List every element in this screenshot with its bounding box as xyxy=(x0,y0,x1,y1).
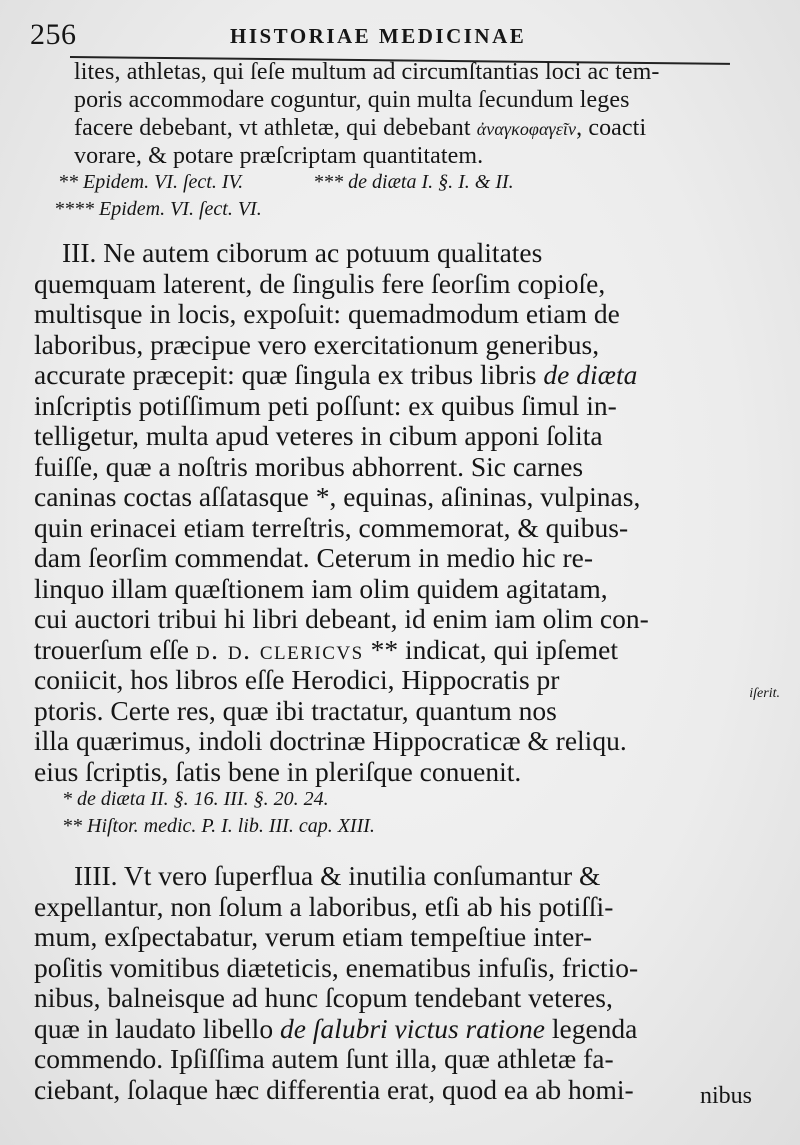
paragraph-line xyxy=(34,1012,740,1044)
text-line: vorare, & potare præſcriptam quantitatem. xyxy=(74,143,484,169)
running-head: HISTORIAE MEDICINAE xyxy=(230,24,527,48)
paragraph-line: caninas coctas aſſatasque *, equinas, aſininas, vulpinas, xyxy=(34,481,641,512)
text-span: accurate præcepit: quæ ſingula ex tribus libris xyxy=(34,359,537,390)
paragraph-line: quemquam laterent, de ſingulis fere ſeorſim copioſe, xyxy=(34,267,606,299)
footnote-line xyxy=(34,172,740,192)
paragraph-line: illa quærimus, indoli doctrinæ Hippocraticæ & reliqu. xyxy=(34,725,627,756)
paragraph-line: cui auctori tribui hi libri debeant, id enim iam olim con- xyxy=(34,603,649,634)
paragraph-line: ptoris. Certe res, quæ ibi tractatur, quantum nos xyxy=(34,694,557,726)
text-span: legenda xyxy=(551,1012,638,1044)
paragraph-line: IIII. Vt vero ſuperflua & inutilia conſumantur & xyxy=(74,860,601,891)
author-name: d. d. clericvs xyxy=(195,633,364,665)
paragraph-line: dam ſeorſim commendat. Ceterum in medio hic re- xyxy=(34,542,593,573)
paragraph-line: ciebant, ſolaque hæc differentia erat, quod ea ab homi- xyxy=(34,1073,634,1105)
paragraph-line: inſcriptis potiſſimum peti poſſunt: ex quibus ſimul in- xyxy=(34,389,617,421)
paragraph-line: III. Ne autem ciborum ac potuum qualitates xyxy=(62,237,543,268)
text-line xyxy=(34,116,740,140)
italic-title: de diæta xyxy=(543,359,638,390)
paragraph-line: fuiſſe, quæ a noſtris moribus abhorrent. Sic carnes xyxy=(34,450,584,482)
paragraph-line: coniicit, hos libros eſſe Herodici, Hippocratis pr xyxy=(34,664,560,695)
text-line: poris accommodare coguntur, quin multa ſecundum leges xyxy=(74,87,630,113)
page-number: 256 xyxy=(30,18,77,51)
text-line: lites, athletas, qui ſeſe multum ad circumſtantias loci ac tem- xyxy=(74,59,660,85)
catchword: nibus xyxy=(699,1083,752,1109)
paragraph-line: eius ſcriptis, ſatis bene in pleriſque conuenit. xyxy=(34,755,522,787)
paragraph-line: commendo. Ipſiſſima autem ſunt illa, quæ athletæ fa- xyxy=(34,1043,614,1074)
footnote-ref: *** de diæta I. §. I. & II. xyxy=(313,171,514,193)
paragraph-line: linquo illam quæſtionem iam olim quidem agitatam, xyxy=(34,572,608,604)
paragraph-line: quin erinacei etiam terreſtris, commemorat, & quibus- xyxy=(34,511,629,543)
footnote-line: ** Hiſtor. medic. P. I. lib. III. cap. XIII. xyxy=(62,815,375,837)
paragraph-line xyxy=(34,633,740,665)
text-span: trouerſum eſſe xyxy=(34,633,190,665)
paragraph-line: nibus, balneisque ad hunc ſcopum tendebant veteres, xyxy=(34,982,613,1013)
paragraph-line: laboribus, præcipue vero exercitationum generibus, xyxy=(34,328,600,360)
paragraph-line: poſitis vomitibus diæteticis, enematibus infuſis, frictio- xyxy=(34,951,639,983)
paragraph-line: mum, exſpectabatur, verum etiam tempeſtiue inter- xyxy=(34,921,593,952)
margin-note: iſerit. xyxy=(749,686,780,701)
footnote-line: * de diæta II. §. 16. III. §. 20. 24. xyxy=(62,788,329,810)
footnote-ref: ** Epidem. VI. ſect. IV. xyxy=(58,171,244,193)
text-span: quæ in laudato libello xyxy=(34,1012,274,1044)
italic-title: de ſalubri victus ratione xyxy=(279,1012,545,1044)
paragraph-line: multisque in locis, expoſuit: quemadmodum etiam de xyxy=(34,298,620,329)
greek-word: ἀναγκοφαγεῖν xyxy=(476,119,577,139)
text-span: ** indicat, qui ipſemet xyxy=(370,633,619,665)
footnote-ref: **** Epidem. VI. ſect. VI. xyxy=(54,198,262,220)
paragraph-line: expellantur, non ſolum a laboribus, etſi ab his potiſſi- xyxy=(34,890,614,922)
footnote-line xyxy=(34,199,740,219)
page-body xyxy=(34,60,740,1106)
paragraph-line xyxy=(34,361,740,389)
page-header xyxy=(30,14,730,54)
text-span: facere debebant, vt athletæ, qui debebant xyxy=(74,115,471,141)
text-span: , coacti xyxy=(576,115,647,141)
paragraph-line: telligetur, multa apud veteres in cibum apponi ſolita xyxy=(34,420,603,451)
